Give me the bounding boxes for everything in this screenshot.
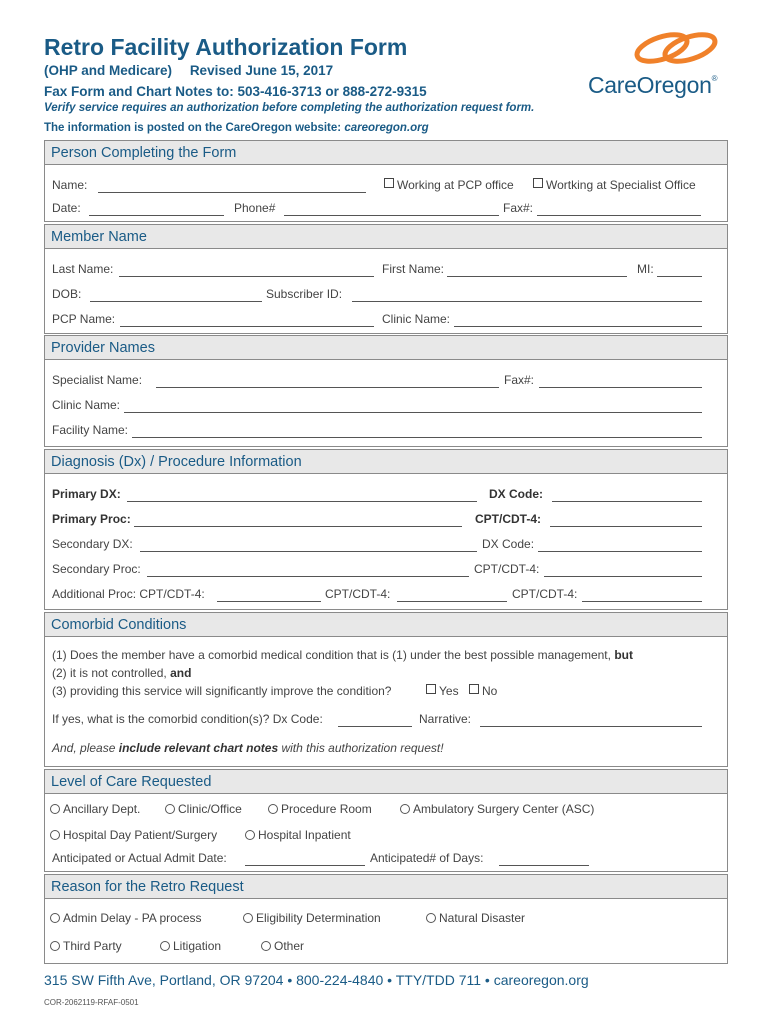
radio-icon[interactable] [50,913,60,923]
litigation-option[interactable]: Litigation [160,939,221,953]
radio-icon[interactable] [50,804,60,814]
section-heading: Comorbid Conditions [45,613,727,637]
asc-option[interactable]: Ambulatory Surgery Center (ASC) [400,802,594,816]
radio-icon[interactable] [50,830,60,840]
mi-label: MI: [637,262,654,276]
subscriber-label: Subscriber ID: [266,287,343,301]
hospital-inpatient-option[interactable]: Hospital Inpatient [245,828,351,842]
fax-field[interactable] [537,201,701,216]
revised-date: Revised June 15, 2017 [189,63,334,78]
website-note [44,122,429,134]
phone-field[interactable] [284,201,499,216]
comorbid-dx-label: If yes, what is the comorbid condition(s)? Dx Code: [52,712,323,726]
dx-code-field[interactable] [552,487,702,502]
section-level-of-care [44,769,728,872]
secondary-proc-field[interactable] [147,562,469,577]
section-heading: Diagnosis (Dx) / Procedure Information [45,450,727,474]
pcp-name-field[interactable] [120,312,374,327]
natural-disaster-option[interactable]: Natural Disaster [426,911,525,925]
specialist-office-option[interactable]: Wortking at Specialist Office [533,178,696,192]
narrative-label: Narrative: [419,712,472,726]
primary-dx-label: Primary DX: [52,487,121,501]
section-member [44,224,728,334]
checkbox-icon[interactable] [533,178,543,188]
logo-swirl-icon [624,28,734,72]
secondary-dx-field[interactable] [140,537,477,552]
additional-proc-label: Additional Proc: CPT/CDT-4: [52,587,205,601]
pcp-office-option[interactable]: Working at PCP office [384,178,514,192]
form-subtitle [44,63,333,78]
phone-label: Phone# [234,201,276,215]
cpt-label: CPT/CDT-4: [475,512,541,526]
last-name-field[interactable] [119,262,374,277]
section-reason [44,874,728,964]
checkbox-icon[interactable] [469,684,479,694]
first-name-field[interactable] [447,262,627,277]
section-heading: Provider Names [45,336,727,360]
radio-icon[interactable] [243,913,253,923]
admit-date-label: Anticipated or Actual Admit Date: [52,851,227,865]
specialist-name-field[interactable] [156,373,499,388]
no-option[interactable]: No [469,684,497,698]
procedure-room-option[interactable]: Procedure Room [268,802,372,816]
clinic-name-field[interactable] [454,312,702,327]
primary-proc-field[interactable] [134,512,462,527]
pcp-name-label: PCP Name: [52,312,116,326]
question-3: (3) providing this service will significantly improve the condition? [52,684,392,698]
radio-icon[interactable] [50,941,60,951]
ancillary-option[interactable]: Ancillary Dept. [50,802,140,816]
eligibility-option[interactable]: Eligibility Determination [243,911,381,925]
hospital-day-option[interactable]: Hospital Day Patient/Surgery [50,828,217,842]
dob-field[interactable] [90,287,262,302]
website-link[interactable]: careoregon.org [344,122,429,134]
specialist-name-label: Specialist Name: [52,373,143,387]
days-label: Anticipated# of Days: [370,851,484,865]
form-code: COR-2062119-RFAF-0501 [44,998,139,1007]
website-note-text: The information is posted on the CareOregon website: [44,122,342,134]
radio-icon[interactable] [165,804,175,814]
cpt-2-field[interactable] [544,562,702,577]
last-name-label: Last Name: [52,262,114,276]
section-heading: Member Name [45,225,727,249]
cpt-2-label: CPT/CDT-4: [474,562,540,576]
form-title: Retro Facility Authorization Form [44,34,408,60]
dx-code-2-field[interactable] [538,537,702,552]
provider-clinic-label: Clinic Name: [52,398,121,412]
provider-fax-field[interactable] [539,373,702,388]
facility-name-label: Facility Name: [52,423,129,437]
radio-icon[interactable] [261,941,271,951]
clinic-name-label: Clinic Name: [382,312,451,326]
additional-cpt-1-field[interactable] [217,587,321,602]
fax-instructions: Fax Form and Chart Notes to: 503-416-3713 or 888-272-9315 [44,84,427,99]
primary-dx-field[interactable] [127,487,477,502]
checkbox-icon[interactable] [426,684,436,694]
dob-label: DOB: [52,287,82,301]
subscriber-field[interactable] [352,287,702,302]
days-field[interactable] [499,851,589,866]
cpt-field[interactable] [550,512,702,527]
comorbid-dx-field[interactable] [338,712,412,727]
chart-notes-reminder: And, please include relevant chart notes with this authorization request! [52,741,444,755]
provider-clinic-field[interactable] [124,398,702,413]
radio-icon[interactable] [426,913,436,923]
cpt-4-label: CPT/CDT-4: [512,587,578,601]
date-field[interactable] [89,201,224,216]
fax-label: Fax#: [503,201,534,215]
radio-icon[interactable] [245,830,255,840]
question-1: (1) Does the member have a comorbid medical condition that is (1) under the best possible management, but [52,648,633,662]
program-label: (OHP and Medicare) [44,63,173,78]
section-heading: Level of Care Requested [45,770,727,794]
dx-code-label: DX Code: [489,487,543,501]
additional-cpt-3-field[interactable] [582,587,702,602]
additional-cpt-2-field[interactable] [397,587,507,602]
provider-fax-label: Fax#: [504,373,535,387]
verify-note: Verify service requires an authorization before completing the authorization request form. [44,102,535,114]
mi-field[interactable] [657,262,702,277]
radio-icon[interactable] [268,804,278,814]
admit-date-field[interactable] [245,851,365,866]
footer-address: 315 SW Fifth Ave, Portland, OR 97204 • 800-224-4840 • TTY/TDD 711 • careoregon.org [44,972,589,988]
section-person [44,140,728,222]
radio-icon[interactable] [160,941,170,951]
date-label: Date: [52,201,81,215]
narrative-field[interactable] [480,712,702,727]
section-diagnosis [44,449,728,610]
checkbox-icon[interactable] [384,178,394,188]
first-name-label: First Name: [382,262,445,276]
clinic-office-option[interactable]: Clinic/Office [165,802,242,816]
section-heading: Person Completing the Form [45,141,727,165]
careoregon-logo [588,28,738,102]
other-option[interactable]: Other [261,939,304,953]
section-provider [44,335,728,447]
dx-code-2-label: DX Code: [482,537,535,551]
facility-name-field[interactable] [132,423,702,438]
section-heading: Reason for the Retro Request [45,875,727,899]
question-2: (2) it is not controlled, and [52,666,192,680]
yes-option[interactable]: Yes [426,684,459,698]
name-field[interactable] [98,178,366,193]
cpt-3-label: CPT/CDT-4: [325,587,391,601]
section-comorbid [44,612,728,767]
logo-wordmark: CareOregon® [588,72,718,98]
radio-icon[interactable] [400,804,410,814]
admin-delay-option[interactable]: Admin Delay - PA process [50,911,202,925]
name-label: Name: [52,178,88,192]
secondary-proc-label: Secondary Proc: [52,562,141,576]
primary-proc-label: Primary Proc: [52,512,131,526]
third-party-option[interactable]: Third Party [50,939,122,953]
secondary-dx-label: Secondary DX: [52,537,133,551]
